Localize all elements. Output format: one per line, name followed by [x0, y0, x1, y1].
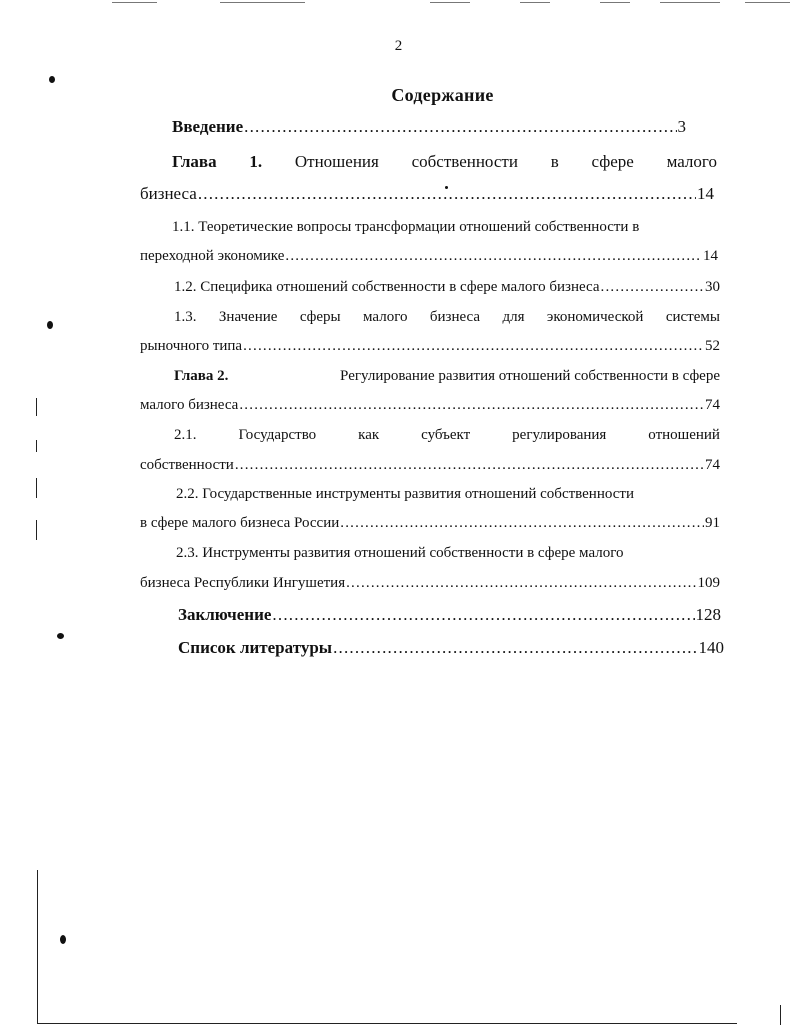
toc-word: Глава [172, 152, 217, 171]
toc-entry-chapter-1-line2[interactable] [140, 184, 714, 204]
toc-word: Значение [218, 309, 278, 325]
toc-entry-2-1-line2[interactable] [140, 457, 720, 474]
leader-dots [346, 575, 696, 592]
toc-word: отношений [648, 427, 720, 443]
toc-page: 74 [705, 397, 720, 413]
toc-label: рыночного типа [140, 338, 243, 354]
page-number: 2 [394, 38, 403, 54]
leader-dots [272, 605, 694, 625]
toc-entry-1-3-line1[interactable] [174, 309, 720, 326]
toc-word: сфере [591, 152, 634, 171]
toc-entry-chapter-1-line1[interactable] [172, 152, 717, 172]
toc-word: 2.1. [174, 427, 197, 443]
toc-entry-chapter-2-line1[interactable] [174, 368, 720, 385]
toc-entry-2-2-line2[interactable] [140, 515, 720, 532]
leader-dots [285, 248, 702, 265]
toc-entry-conclusion[interactable] [178, 605, 721, 625]
binder-hole-mark [47, 321, 53, 329]
toc-entry-2-3-line1[interactable]: 2.3. Инструменты развития отношений собственности в сфере малого [176, 545, 624, 561]
scan-margin-line [36, 520, 37, 540]
toc-label: в сфере малого бизнеса России [140, 515, 340, 531]
toc-word: Государство [238, 427, 317, 443]
toc-word: Отношения [294, 152, 379, 171]
toc-entry-chapter-2-line2[interactable] [140, 397, 720, 414]
toc-word: регулирования [512, 427, 607, 443]
toc-page: 109 [697, 575, 720, 591]
toc-entry-references[interactable] [178, 638, 724, 658]
toc-entry-1-2[interactable] [174, 279, 720, 296]
scan-corner-line [780, 1005, 781, 1025]
toc-word: малого [666, 152, 717, 171]
leader-dots [333, 638, 697, 658]
scan-edge-line [520, 2, 550, 3]
leader-dots [235, 457, 704, 474]
toc-page: 14 [703, 248, 718, 264]
toc-page: 140 [698, 638, 724, 657]
binder-hole-mark [57, 633, 64, 639]
toc-label: переходной экономике [140, 248, 285, 264]
toc-page: 14 [697, 184, 714, 203]
toc-chapter-prefix: Глава 2. [174, 368, 229, 384]
toc-word: как [358, 427, 380, 443]
toc-label: Список литературы [178, 638, 333, 657]
toc-word: сферы [299, 309, 341, 325]
toc-word: малого [363, 309, 408, 325]
toc-label: Регулирование развития отношений собственности в сфере [340, 368, 720, 384]
toc-entry-2-1-line1[interactable] [174, 427, 720, 444]
toc-entry-1-3-line2[interactable] [140, 338, 720, 355]
toc-label: малого бизнеса [140, 397, 239, 413]
scan-margin-line [36, 398, 37, 416]
scan-edge-line [660, 2, 720, 3]
scan-margin-line [36, 478, 37, 498]
scan-edge-line [112, 2, 157, 3]
leader-dots [198, 184, 696, 204]
toc-entry-1-1-line1[interactable]: 1.1. Теоретические вопросы трансформации отношений собственности в [172, 219, 640, 235]
toc-entry-2-3-line2[interactable] [140, 575, 720, 592]
toc-page: 91 [705, 515, 720, 531]
toc-word: 1.3. [174, 309, 197, 325]
scan-edge-line [600, 2, 630, 3]
binder-hole-mark [49, 76, 55, 83]
scan-edge-line [745, 2, 790, 3]
leader-dots [244, 117, 676, 137]
leader-dots [601, 279, 704, 296]
toc-word: 1. [249, 152, 263, 171]
toc-entry-2-2-line1[interactable]: 2.2. Государственные инструменты развития отношений собственности [176, 486, 634, 502]
toc-page: 128 [695, 605, 721, 624]
toc-word: бизнеса [429, 309, 481, 325]
toc-page: 30 [705, 279, 720, 295]
leader-dots [239, 397, 704, 414]
leader-dots [243, 338, 704, 355]
scan-margin-line [36, 440, 37, 452]
toc-label: бизнеса Республики Ингушетия [140, 575, 346, 591]
toc-entry-1-1-line2[interactable] [140, 248, 718, 265]
toc-label: 1.2. Специфика отношений собственности в сфере малого бизнеса [174, 279, 600, 295]
toc-page: 3 [677, 117, 686, 136]
scan-margin-line [37, 870, 38, 1024]
toc-word: системы [665, 309, 720, 325]
toc-word: в [550, 152, 559, 171]
toc-word: экономической [546, 309, 644, 325]
toc-label: собственности [140, 457, 234, 473]
toc-page: 74 [705, 457, 720, 473]
page-title: Содержание [391, 85, 494, 105]
leader-dots [340, 515, 704, 532]
toc-page: 52 [705, 338, 720, 354]
toc-label: Заключение [178, 605, 272, 624]
binder-hole-mark [60, 935, 66, 944]
toc-word: собственности [411, 152, 518, 171]
scan-bottom-line [37, 1023, 737, 1024]
toc-word: для [502, 309, 525, 325]
scan-edge-line [220, 2, 305, 3]
scan-edge-line [430, 2, 470, 3]
toc-label: Введение [172, 117, 244, 136]
toc-word: субъект [421, 427, 471, 443]
toc-entry-introduction[interactable] [172, 117, 686, 137]
toc-label: бизнеса [140, 184, 197, 203]
